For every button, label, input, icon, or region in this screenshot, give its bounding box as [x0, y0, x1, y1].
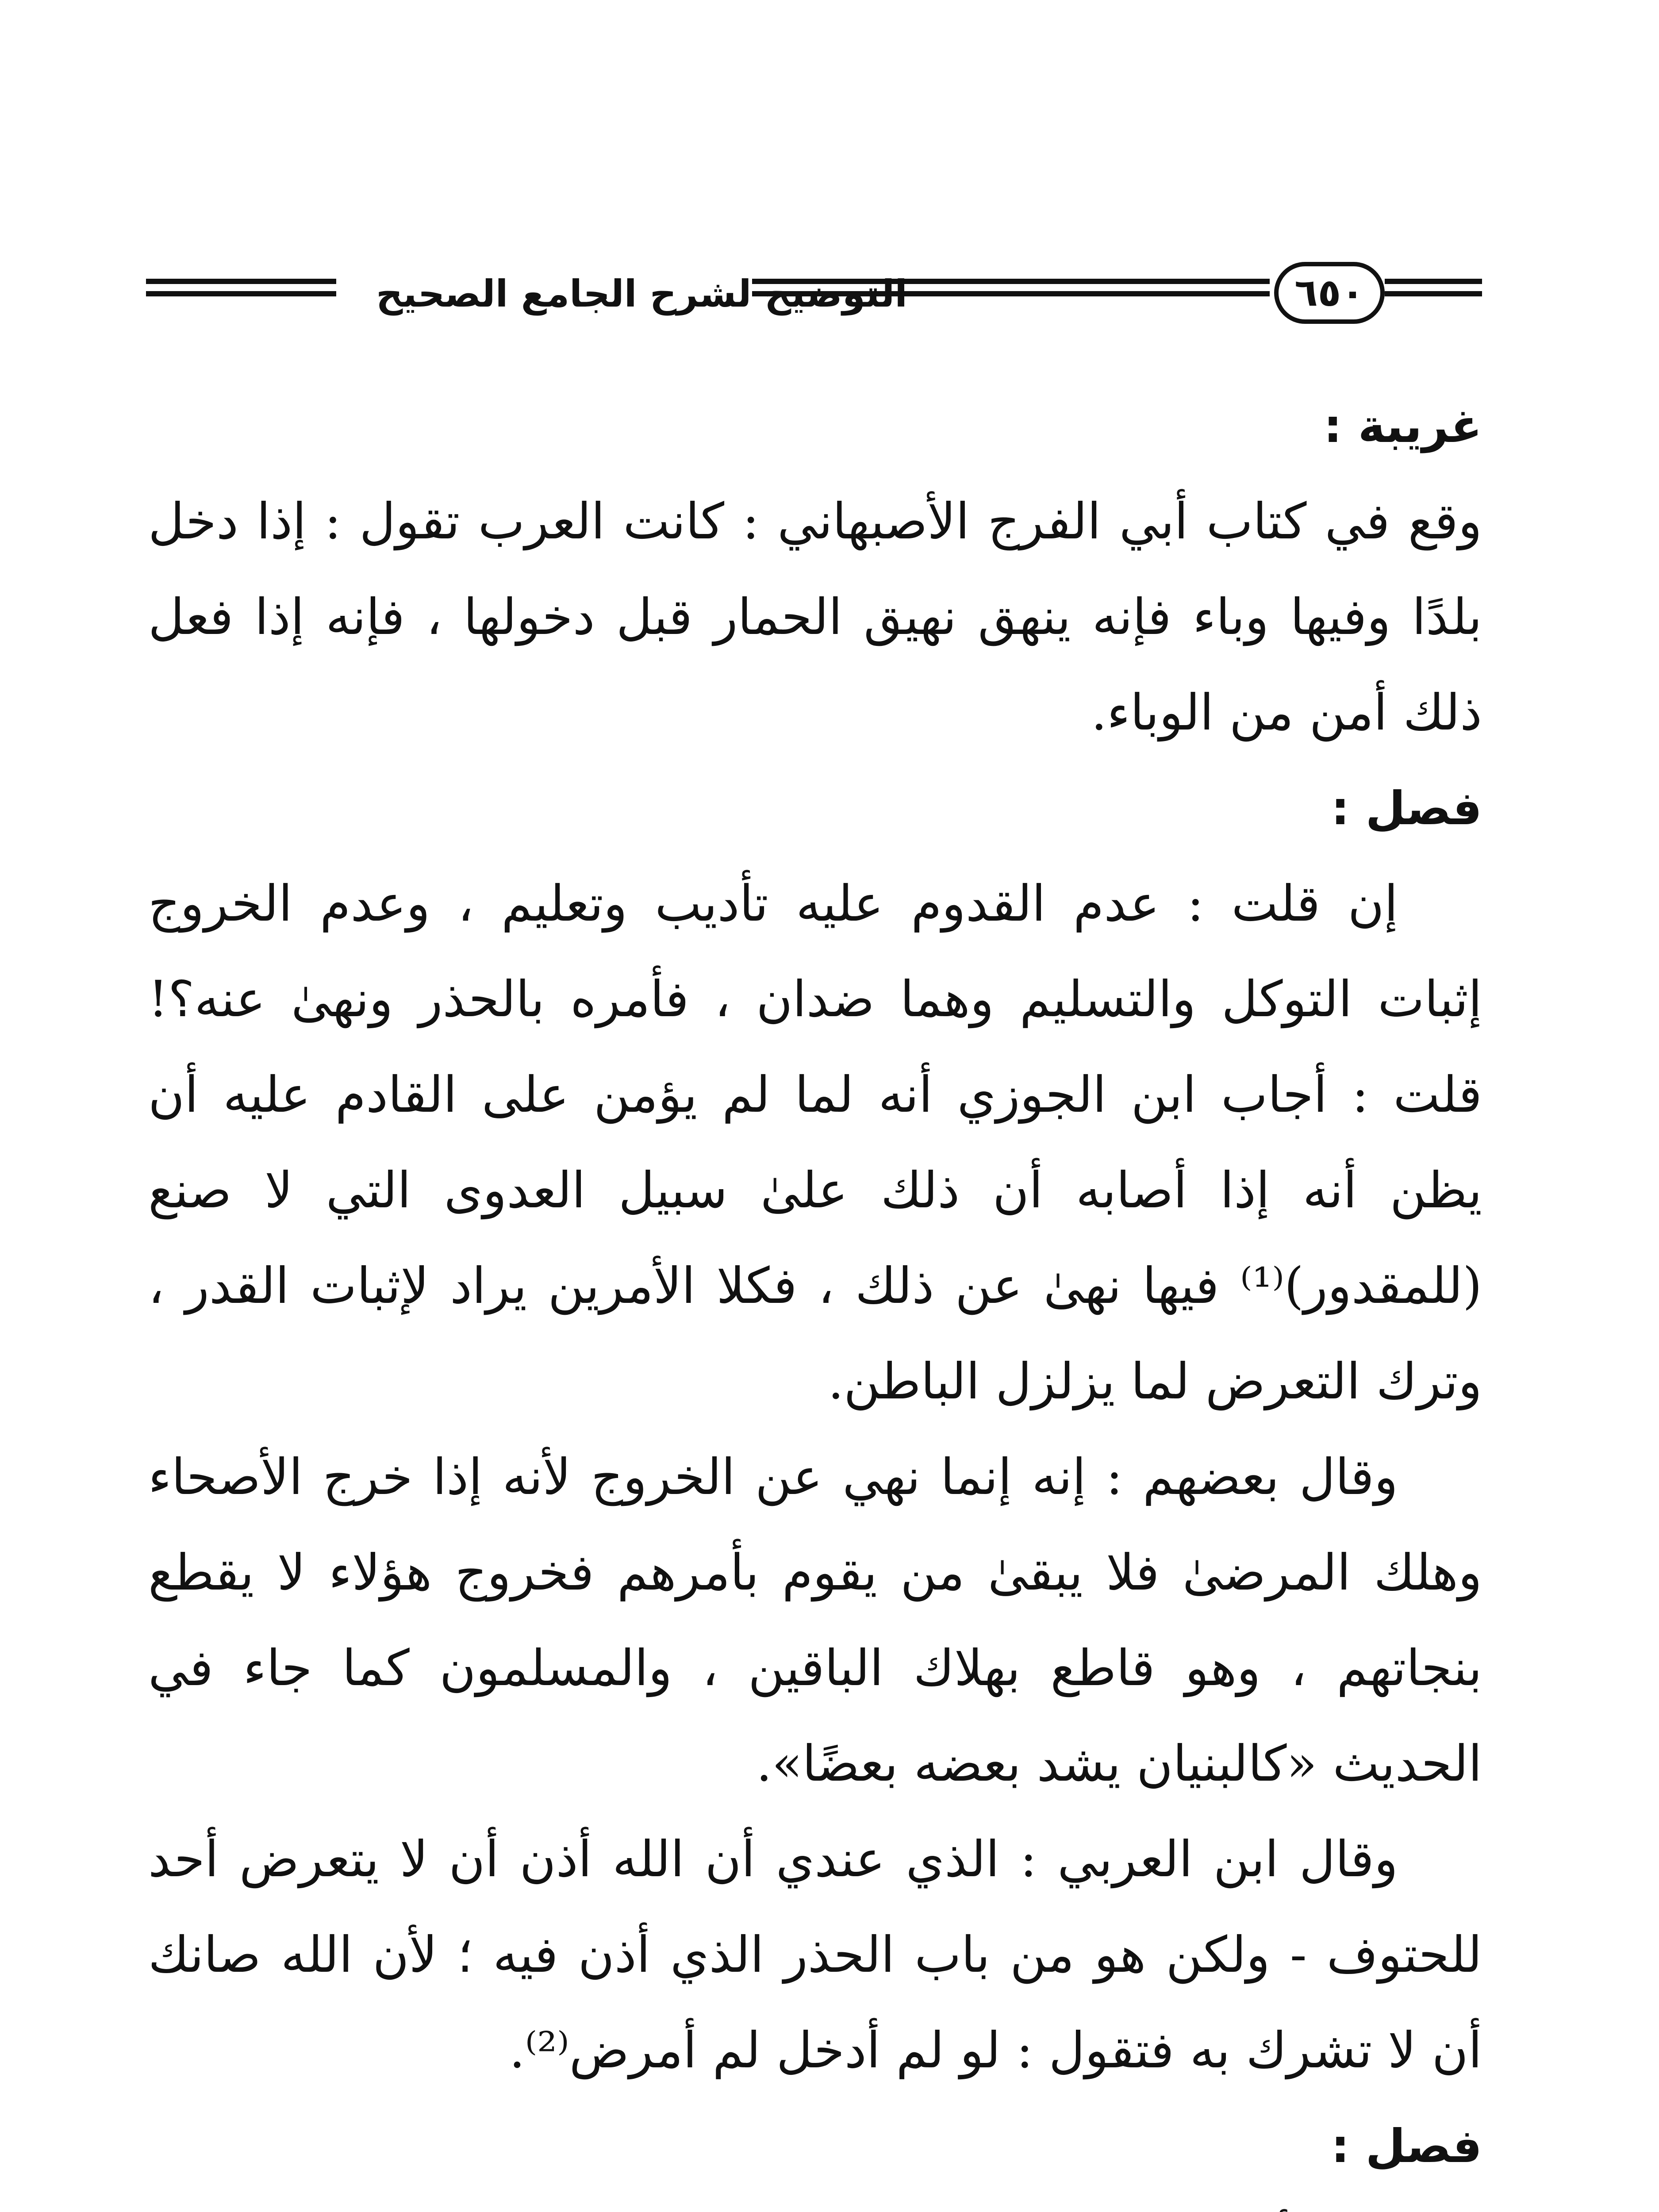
header-title: التوضيح لشرح الجامع الصحيح [376, 272, 908, 315]
header-rule-left [146, 279, 336, 296]
header-rule-end [1385, 279, 1482, 296]
paragraph [148, 2194, 1482, 2212]
page-header [146, 252, 1482, 327]
page-number: ٦٥٠ [1274, 262, 1385, 324]
section-heading: فصل : [1331, 781, 1482, 835]
header-rule-right [752, 279, 1270, 296]
paragraph: وقال بعضهم : إنه إنما نهي عن الخروج لأنه إذا خرج الأصحاء وهلك المرضىٰ فلا يبقىٰ من يقوم بأمرهم فخروج هؤلاء لا يقطع بنجاتهم ، وهو قاطع بهلاك الباقين ، والمسلمون كما جاء في الحديث «كالبنيان يشد بعضه بعضًا». [148, 1448, 1482, 1793]
paragraph: إن قلت : عدم القدوم عليه تأديب وتعليم ، وعدم الخروج إثبات التوكل والتسليم وهما ضدان ، فأمره بالحذر ونهىٰ عنه؟! قلت : أجاب ابن الجوزي أنه لما لم يؤمن على القادم عليه أن يظن أنه إذا أصابه أن ذلك علىٰ سبيل العدوى التي لا صنع (للمقدور)⁽¹⁾ فيها نهىٰ عن ذلك ، فكلا الأمرين يراد لإثبات القدر ، وترك التعرض لما يزلزل الباطن. [148, 875, 1482, 1410]
paragraph: وقع في كتاب أبي الفرج الأصبهاني : كانت العرب تقول : إذا دخل بلدًا وفيها وباء فإنه ينهق نهيق الحمار قبل دخولها ، فإنه إذا فعل ذلك أمن من الوباء. [148, 493, 1482, 741]
main-text [148, 378, 1482, 2212]
paragraph: وقال ابن العربي : الذي عندي أن الله أذن أن لا يتعرض أحد للحتوف - ولكن هو من باب الحذر الذي أذن فيه ؛ لأن الله صانك أن لا تشرك به فتقول : لو لم أدخل لم أمرض⁽²⁾. [148, 1831, 1482, 2079]
section-heading: فصل : [1331, 2119, 1482, 2173]
section-heading: غريبة : [1323, 399, 1482, 453]
